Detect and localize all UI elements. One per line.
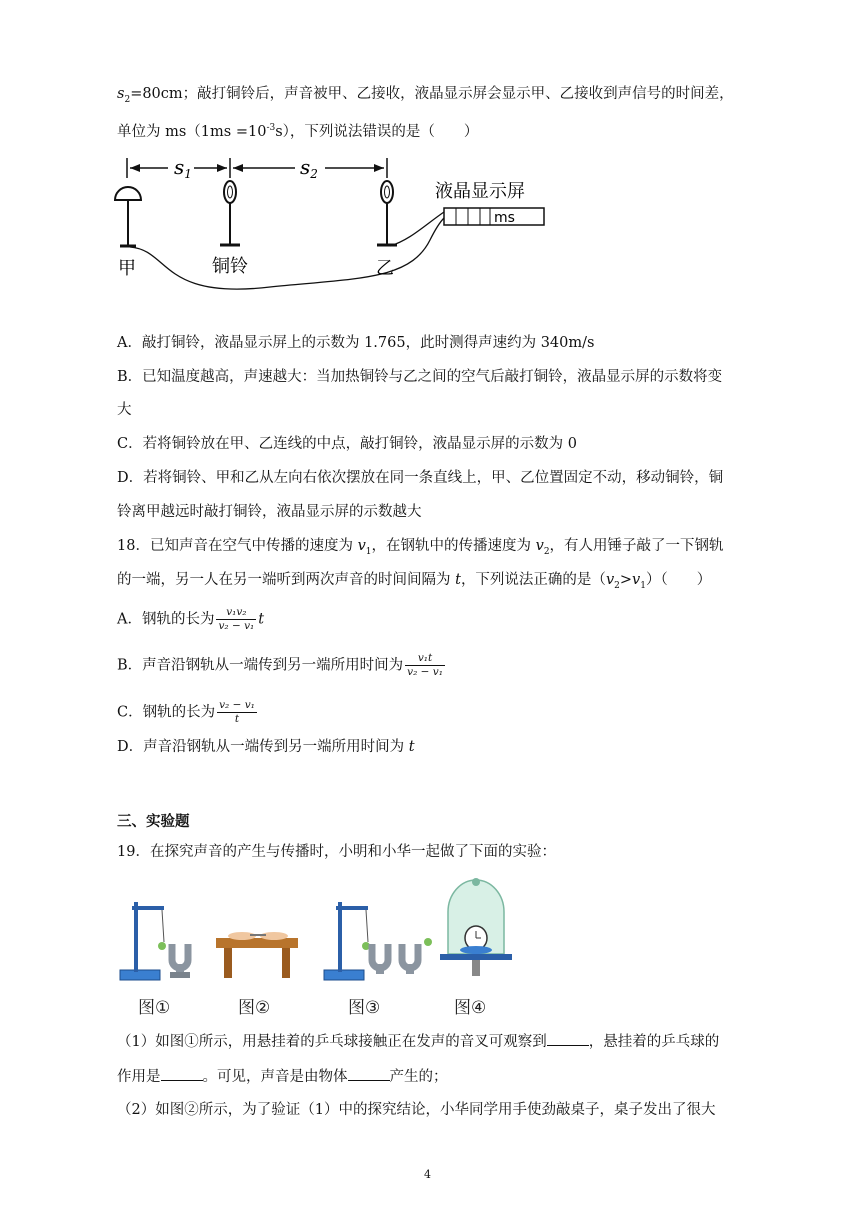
lcd-label: 液晶显示屏 xyxy=(435,181,525,202)
section-heading: 三、实验题 xyxy=(117,814,190,830)
q19-part1-line1: （1）如图①所示，用悬挂着的乒乓球接触正在发声的音叉可观察到 ，悬挂着的乒乓球的 xyxy=(117,1031,719,1052)
q17-unit-line: 单位为 $ms(1ms =10^{-3}s)$，下列说法错误的是（ ） xyxy=(117,123,479,140)
q18-stem-line1: 18．已知声音在空气中传播的速度为 $v_1$，在钢轨中的传播速度为 $v_2$，有人用锤子敲了一下钢轨 xyxy=(117,538,724,557)
q17-option-d: D．若将铜铃、甲和乙从左向右依次摆放在同一条直线上，甲、乙位置固定不动，移动铜铃，铜 xyxy=(117,470,724,486)
fig2-apparatus xyxy=(216,932,298,978)
q18-option-b: B．声音沿钢轨从一端传到另一端所用时间为 $\frac{\text{v₁t}}{\text{v₂ − v₁}}$ xyxy=(117,652,443,678)
s1-label: $s_1$ xyxy=(174,155,192,181)
q19-part2-line1: （2）如图②所示，为了验证（1）中的探究结论，小华同学用手使劲敲桌子，桌子发出了很大 xyxy=(117,1102,716,1118)
q18-option-a: A．钢轨的长为 $\frac{\text{v₁v₂}}{\text{v₂ − v₁}}$ t xyxy=(117,606,265,632)
q18-b-fraction: $\frac{\text{v₁t}}{\text{v₂ − v₁}}$ xyxy=(407,652,443,678)
q18-option-c: C．钢轨的长为 $\frac{\text{v₂ − v₁}}{t}$ xyxy=(117,699,255,725)
q19-part1-line2: 作用是 。可见，声音是由物体 产生的； xyxy=(117,1066,448,1087)
jia-receiver xyxy=(115,187,141,200)
jia-label: 甲 xyxy=(118,258,136,279)
tongling-label: 铜铃 xyxy=(212,256,248,277)
page-number: 4 xyxy=(424,1168,431,1181)
q17-option-d-cont: 铃离甲越远时敲打铜铃，液晶显示屏的示数越大 xyxy=(117,504,422,520)
answer-blank-3[interactable] xyxy=(348,1066,390,1081)
q17-option-a: A．敲打铜铃，液晶显示屏上的示数为 1.765，此时测得声速约为 340m/s xyxy=(117,335,595,351)
caption-fig2: 图② xyxy=(238,998,271,1018)
q18-stem-line2: 的一端，另一人在另一端听到两次声音的时间间隔为 t，下列说法正确的是$(v_2>v_1)$（ ） xyxy=(117,572,712,591)
q17-option-b: B．已知温度越高，声速越大：当加热铜铃与乙之间的空气后敲打铜铃，液晶显示屏的示数将变 xyxy=(117,369,723,385)
q19-intro: 19．在探究声音的产生与传播时，小明和小华一起做了下面的实验： xyxy=(117,844,556,860)
answer-blank-1[interactable] xyxy=(547,1031,589,1046)
caption-fig4: 图④ xyxy=(454,998,487,1018)
q17-figure xyxy=(110,150,550,290)
yi-label: 乙 xyxy=(376,258,394,279)
q18-c-fraction: $\frac{\text{v₂ − v₁}}{t}$ xyxy=(219,699,255,725)
answer-blank-2[interactable] xyxy=(161,1066,203,1081)
q17-top-line: $s_2=80cm$；敲打铜铃后，声音被甲、乙接收，液晶显示屏会显示甲、乙接收到声信号的时间差， xyxy=(117,86,734,105)
fig1-apparatus xyxy=(120,902,190,980)
lcd-unit: ms xyxy=(494,210,515,226)
fig4-apparatus xyxy=(440,878,512,976)
caption-fig1: 图① xyxy=(138,998,171,1018)
q19-figures xyxy=(112,872,532,990)
caption-fig3: 图③ xyxy=(348,998,381,1018)
s2-label: $s_2$ xyxy=(300,155,318,181)
q17-option-b-cont: 大 xyxy=(117,402,132,418)
q18-option-d: D．声音沿钢轨从一端传到另一端所用时间为 t xyxy=(117,739,415,755)
q18-a-fraction: $\frac{\text{v₁v₂}}{\text{v₂ − v₁}}$ xyxy=(218,606,255,632)
q17-option-c: C．若将铜铃放在甲、乙连线的中点，敲打铜铃，液晶显示屏的示数为 0 xyxy=(117,436,577,452)
fig3-apparatus xyxy=(324,902,432,980)
